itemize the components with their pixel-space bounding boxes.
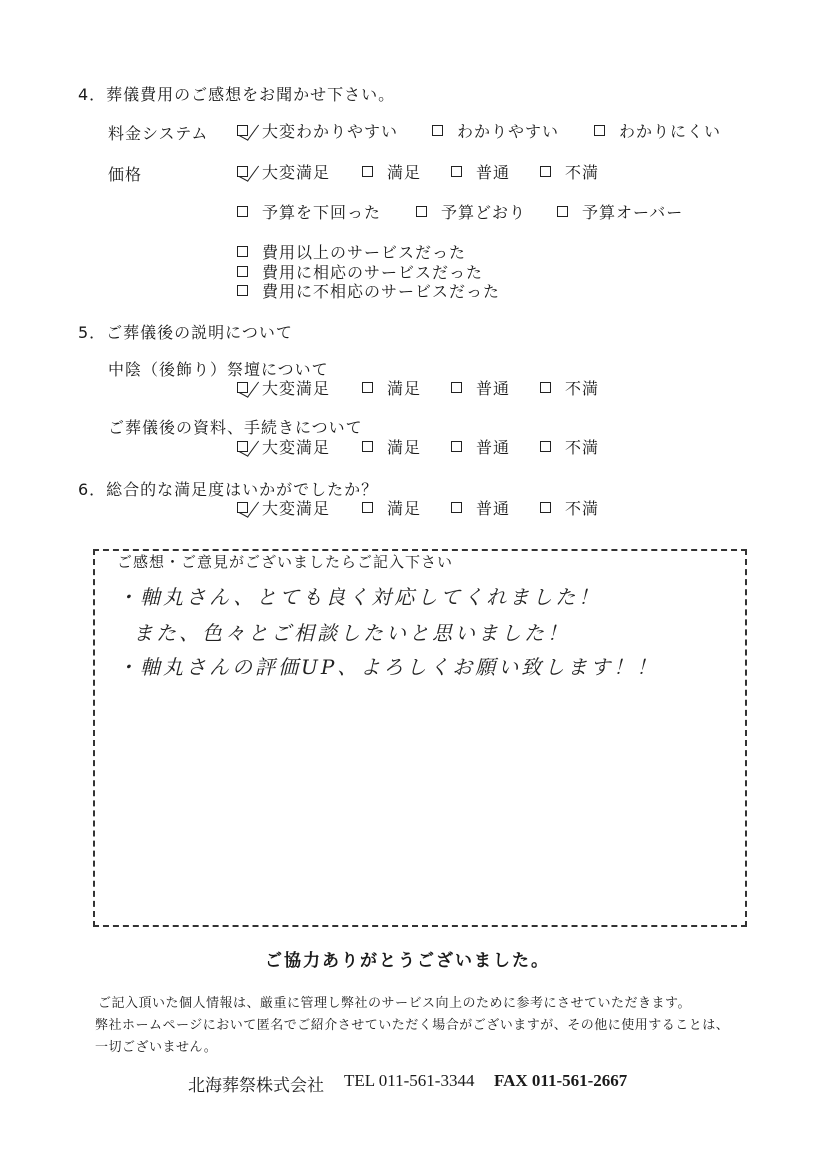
handwritten-comment-line: ・軸丸さん、とても良く対応してくれました！	[117, 585, 602, 609]
altar-option-normal[interactable]: 普通	[451, 376, 510, 399]
checkbox[interactable]	[451, 166, 462, 177]
documents-option-very-satisfied[interactable]: 大変満足	[237, 435, 330, 458]
checkbox[interactable]	[237, 246, 248, 257]
altar-option-satisfied[interactable]: 満足	[362, 376, 421, 399]
checkbox[interactable]	[432, 125, 443, 136]
altar-label: 中陰（後飾り）祭壇について	[108, 360, 329, 379]
overall-option-very-satisfied[interactable]: 大変満足	[237, 496, 330, 519]
checkbox[interactable]	[540, 382, 551, 393]
overall-option-normal[interactable]: 普通	[451, 496, 510, 519]
checkbox-checked[interactable]	[237, 125, 248, 136]
altar-option-dissatisfied[interactable]: 不満	[540, 376, 599, 399]
company-name: 北海葬祭株式会社	[188, 1076, 324, 1095]
overall-option-satisfied[interactable]: 満足	[362, 496, 421, 519]
privacy-note-line: 一切ございません。	[95, 1040, 218, 1055]
checkbox-checked[interactable]	[237, 382, 248, 393]
pricing-option-clear[interactable]: わかりやすい	[432, 119, 559, 142]
altar-option-very-satisfied[interactable]: 大変満足	[237, 376, 330, 399]
checkbox[interactable]	[540, 441, 551, 452]
checkbox[interactable]	[362, 441, 373, 452]
checkbox[interactable]	[237, 206, 248, 217]
overall-option-dissatisfied[interactable]: 不満	[540, 496, 599, 519]
documents-label: ご葬儀後の資料、手続きについて	[108, 418, 363, 437]
documents-option-normal[interactable]: 普通	[451, 435, 510, 458]
checkbox[interactable]	[237, 285, 248, 296]
budget-option-under[interactable]: 予算を下回った	[237, 200, 381, 223]
checkbox[interactable]	[237, 266, 248, 277]
value-option-below[interactable]: 費用に不相応のサービスだった	[237, 279, 500, 302]
privacy-note-line: 弊社ホームページにおいて匿名でご紹介させていただく場合がございますが、その他に使用することは、	[95, 1018, 730, 1033]
price-label: 価格	[108, 165, 143, 184]
checkbox[interactable]	[594, 125, 605, 136]
handwritten-comment-line: ・軸丸さんの評価UP、よろしくお願い致します！！	[117, 655, 660, 679]
checkbox-checked[interactable]	[237, 502, 248, 513]
price-option-satisfied[interactable]: 満足	[362, 160, 421, 183]
documents-option-dissatisfied[interactable]: 不満	[540, 435, 599, 458]
price-option-normal[interactable]: 普通	[451, 160, 510, 183]
checkbox[interactable]	[362, 382, 373, 393]
privacy-note-line: ご記入頂いた個人情報は、厳重に管理し弊社のサービス向上のために参考にさせていただきます。	[98, 996, 691, 1011]
checkbox[interactable]	[540, 166, 551, 177]
budget-option-exact[interactable]: 予算どおり	[416, 200, 526, 223]
question-4-title: 4．葬儀費用のご感想をお聞かせ下さい。	[78, 85, 396, 104]
question-6-title: 6．総合的な満足度はいかがでしたか？	[78, 480, 379, 499]
checkbox[interactable]	[362, 166, 373, 177]
value-option-above[interactable]: 費用以上のサービスだった	[237, 240, 466, 263]
price-option-dissatisfied[interactable]: 不満	[540, 160, 599, 183]
comment-title: ご感想・ご意見がございましたらご記入下さい	[117, 553, 454, 571]
checkbox[interactable]	[557, 206, 568, 217]
pricing-option-very-clear[interactable]: 大変わかりやすい	[237, 119, 398, 142]
checkbox[interactable]	[416, 206, 427, 217]
pricing-system-label: 料金システム	[108, 124, 209, 143]
question-5-title: 5．ご葬儀後の説明について	[78, 323, 293, 342]
company-fax: FAX 011-561-2667	[494, 1071, 628, 1090]
company-tel: TEL 011-561-3344	[344, 1071, 475, 1090]
checkbox[interactable]	[540, 502, 551, 513]
pricing-option-unclear[interactable]: わかりにくい	[594, 119, 721, 142]
value-option-matching[interactable]: 費用に相応のサービスだった	[237, 260, 483, 283]
price-option-very-satisfied[interactable]: 大変満足	[237, 160, 330, 183]
documents-option-satisfied[interactable]: 満足	[362, 435, 421, 458]
budget-option-over[interactable]: 予算オーバー	[557, 200, 683, 223]
comment-area[interactable]	[93, 549, 747, 927]
checkbox-checked[interactable]	[237, 441, 248, 452]
checkbox-checked[interactable]	[237, 166, 248, 177]
thanks-message: ご協力ありがとうございました。	[265, 951, 550, 971]
checkbox[interactable]	[451, 502, 462, 513]
checkbox[interactable]	[451, 441, 462, 452]
checkbox[interactable]	[362, 502, 373, 513]
handwritten-comment-line: また、色々とご相談したいと思いました！	[133, 621, 570, 645]
checkbox[interactable]	[451, 382, 462, 393]
